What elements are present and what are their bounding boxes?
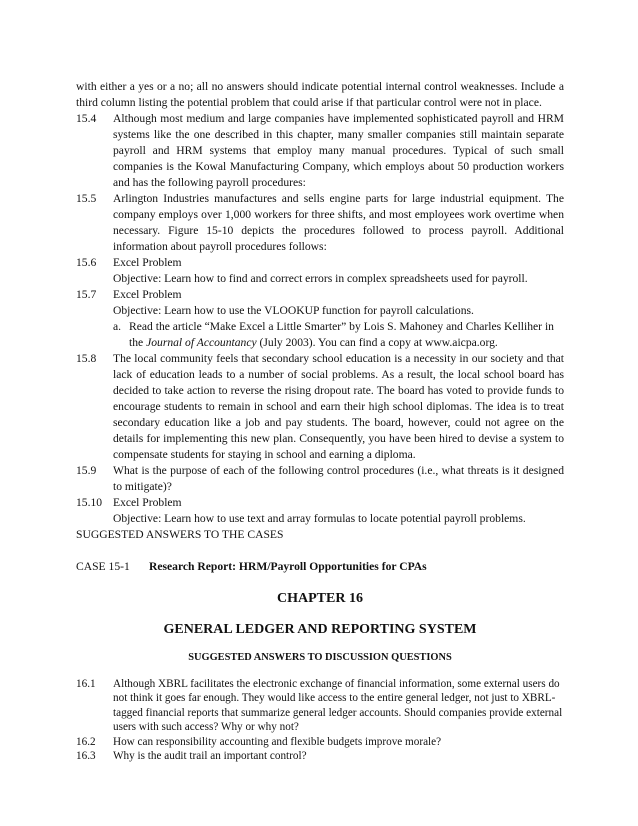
subitem-text-pre: Read the article “Make Excel a Little Smarter” by Lois S. Mahoney and Charles Kelliher in the: [129, 320, 554, 349]
problem-text: What is the purpose of each of the following control procedures (i.e., what threats is it designed to mitigate)?: [113, 464, 564, 493]
problem-title: Excel Problem: [113, 256, 182, 269]
problem-number: 15.5: [76, 192, 97, 205]
problem-text: Arlington Industries manufactures and sells engine parts for large industrial equipment. The company employs over 1,000 workers for three shifts, and most employees work overtime when necessary. Figure 15-10 depicts the procedures followed to process payroll. Additional information about payroll procedures follows:: [113, 192, 564, 253]
question-16-1: [76, 677, 564, 735]
problem-text: The local community feels that secondary school education is a necessity in our society and that lack of education leads to a number of social problems. As a result, the local school board has decided to take action to reverse the rising dropout rate. The board has voted to provide funds to encourage students to remain in school and earn their high school diplomas. The idea is to treat secondary education like a job and pay students. The board, however, could not agree on the details for implementing this new plan. Consequently, you have been hired to devise a system to compensate students for staying in school and earning a diploma.: [113, 352, 564, 461]
problem-number: 15.7: [76, 288, 97, 301]
case-title: Research Report: HRM/Payroll Opportunities for CPAs: [149, 560, 427, 573]
question-number: 16.2: [76, 735, 96, 748]
problem-title: Excel Problem: [113, 288, 182, 301]
question-text: Although XBRL facilitates the electronic exchange of financial information, some external users do not think it goes far enough. They would like access to the entire general ledger, not just to XBRL-tagged financial reports that summarize general ledger accounts. Should companies provide external users with such access? Why or why not?: [113, 678, 563, 734]
problem-15-9: [76, 463, 564, 495]
question-number: 16.1: [76, 678, 96, 690]
problem-objective: Objective: Learn how to use the VLOOKUP function for payroll calculations.: [113, 304, 474, 317]
cases-heading: SUGGESTED ANSWERS TO THE CASES: [76, 528, 284, 541]
problem-number: 15.9: [76, 464, 97, 477]
problem-number: 15.6: [76, 256, 97, 269]
subitem-text: [129, 319, 564, 351]
case-number: CASE 15-1: [76, 560, 130, 573]
journal-title: Journal of Accountancy: [146, 336, 257, 349]
question-number: 16.3: [76, 750, 96, 763]
problem-15-7: [76, 287, 564, 303]
problem-number: 15.10: [76, 496, 103, 509]
problem-title: Excel Problem: [113, 496, 182, 509]
question-16-2: [76, 735, 564, 749]
question-text: How can responsibility accounting and flexible budgets improve morale?: [113, 735, 442, 748]
problem-text: Although most medium and large companies have implemented sophisticated payroll and HRM systems like the one described in this chapter, many smaller companies still maintain separate payroll and HRM systems that employ many manual procedures. Typical of such small companies is the Kowal Manufacturing Company, which employs about 50 production workers and has the following payroll procedures:: [113, 112, 564, 189]
document-page: [76, 79, 564, 763]
subitem-text-post: (July 2003). You can find a copy at www.aicpa.org.: [259, 336, 498, 349]
problem-15-4: [76, 111, 564, 191]
case-15-1: [76, 559, 564, 575]
problem-15-10: [76, 495, 564, 511]
problem-number: 15.8: [76, 352, 97, 365]
chapter-number: CHAPTER 16: [277, 591, 363, 606]
problem-number: 15.4: [76, 112, 97, 125]
intro-paragraph: with either a yes or a no; all no answers should indicate potential internal control weaknesses. Include a third column listing the potential problem that could arise if that particular control were not in place.: [76, 80, 564, 109]
question-list: [76, 677, 564, 763]
problem-15-5: [76, 191, 564, 255]
question-text: Why is the audit trail an important control?: [113, 750, 307, 763]
problem-objective: Objective: Learn how to find and correct errors in complex spreadsheets used for payroll.: [113, 272, 528, 285]
problem-15-6: [76, 255, 564, 271]
subitem-a: [76, 319, 564, 351]
problem-objective: Objective: Learn how to use text and array formulas to locate potential payroll problems.: [113, 512, 526, 525]
subitem-label: a.: [113, 320, 122, 333]
question-16-3: [76, 749, 564, 763]
problem-15-8: [76, 351, 564, 463]
chapter-title: GENERAL LEDGER AND REPORTING SYSTEM: [163, 622, 477, 637]
discussion-heading: SUGGESTED ANSWERS TO DISCUSSION QUESTIONS: [188, 652, 452, 663]
